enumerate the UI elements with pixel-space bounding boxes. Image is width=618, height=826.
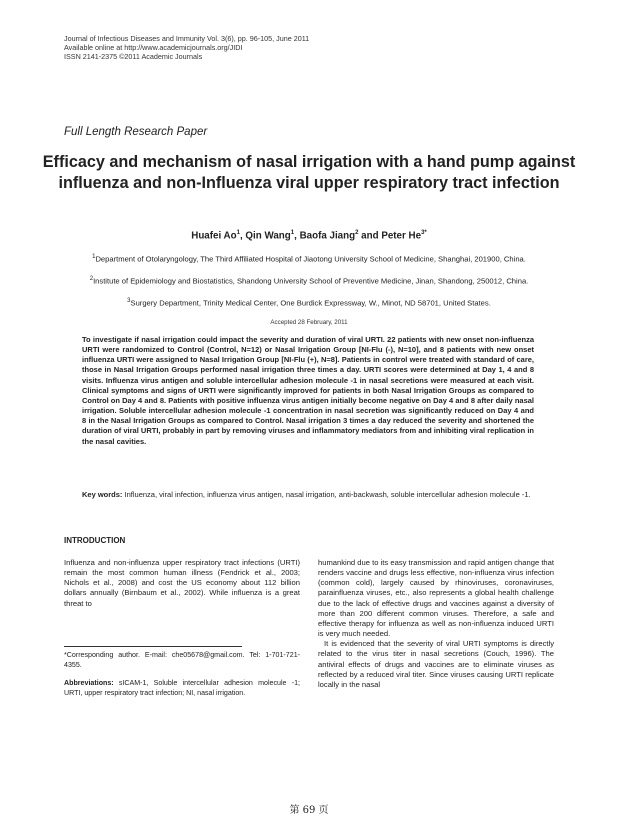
- author-separator: and: [358, 230, 382, 242]
- keywords-label: Key words:: [82, 490, 123, 499]
- abbreviations-text: sICAM-1, Soluble intercellular adhesion molecule -1; URTI, upper respiratory tract infection; NI, nasal irrigation.: [64, 679, 300, 697]
- affiliation-text: Institute of Epidemiology and Biostatistics, Shandong University School of Preventive Medicine, Jinan, Shandong, 250012, China.: [93, 276, 529, 286]
- intro-paragraph: humankind due to its easy transmission and rapid antigen change that renders vaccine and drugs less effective, non-influenza virus infection (common cold), largely caused by rhinoviruses, coronaviruses, parainfluenza viruses, etc., also represents a global health challenge due to the lack of effective drugs and vaccines against a diversity of more than 200 different common viruses. Therefore, a safe and effective therapy for influenza as well as non-influenza induced URTI is very much needed.: [318, 558, 554, 639]
- abbreviations-note: [64, 679, 300, 698]
- author-list: [0, 230, 618, 241]
- correspondence-note: *Corresponding author. E-mail: che05678@gmail.com. Tel: 1-701-721-4355.: [64, 651, 300, 669]
- journal-citation: Journal of Infectious Diseases and Immunity Vol. 3(6), pp. 96-105, June 2011: [64, 34, 310, 43]
- journal-issn: ISSN 2141-2375 ©2011 Academic Journals: [64, 52, 203, 61]
- author-name: Huafei Ao: [191, 230, 237, 242]
- affiliation-mark: 2: [89, 276, 94, 282]
- author-name: Baofa Jiang: [299, 230, 356, 242]
- author-name: Qin Wang: [245, 230, 291, 242]
- affiliation-text: Department of Otolaryngology, The Third Affiliated Hospital of Jiaotong University School of Medicine, Shanghai, 201900, China.: [95, 254, 526, 264]
- intro-paragraph: It is evidenced that the severity of viral URTI symptoms is directly related to the virus titer in nasal secretions (Couch, 1996). The antiviral effects of drugs and vaccines are to eliminate viruses as reflected by a reduced viral titer. Since viruses causing URTI replicate locally in the nasal: [318, 639, 554, 689]
- affiliation-2: [70, 275, 548, 286]
- paper-title: Efficacy and mechanism of nasal irrigation with a hand pump against influenza and non-Influenza viral upper respiratory tract infection: [42, 153, 576, 192]
- footnote-divider: [64, 646, 242, 647]
- intro-right-column: [318, 558, 554, 690]
- affiliation-text: Surgery Department, Trinity Medical Center, One Burdick Expressway, W., Minot, ND 58701, United States.: [130, 298, 491, 308]
- paper-type: Full Length Research Paper: [64, 126, 208, 138]
- affiliation-3: [70, 297, 548, 308]
- affiliation-mark: 3: [127, 298, 131, 304]
- author-affiliation-mark: 2: [355, 230, 359, 236]
- author-affiliation-mark: 1: [290, 230, 295, 236]
- section-heading-introduction: INTRODUCTION: [64, 536, 126, 545]
- page-number: 第 69 页: [289, 805, 329, 816]
- abbreviations-label: Abbreviations:: [64, 679, 114, 687]
- affiliation-mark: 1: [92, 254, 96, 260]
- abstract: To investigate if nasal irrigation could impact the severity and duration of viral URTI. 22 patients with new onset non-influenza URTI were randomized to Control (Control, N=12) or Nasal Irrigation Group [NI-Flu (-), N=10], and 8 patients with new onset influenza URTI were assigned to Nasal Irrigation Group [NI-Flu (+), N=8]. Patients in control were treated with standard of care, those in Nasal Irrigation Groups performed nasal irrigation three times a day. URTI scores were determined at Day 1, 4 and 8 visits. Influenza virus antigen and soluble intercellular adhesion molecule -1 in nasal secretions were measured at each visit. Clinical symptoms and signs of URTI were significantly improved for patients in both Nasal Irrigation Groups as compared to Control on Day 4 and 8. Patients with positive influenza virus antigen initially become negative on Day 4 and 8 after daily nasal irrigation. Soluble intercellular adhesion molecule -1 concentration in nasal secretion was significantly reduced on Day 4 and 8 in the Nasal Irrigation Groups as compared to Control. Nasal irrigation 3 times a day reduced the severity and shortened the duration of viral URTI, probably in part by removing viruses and inflammatory mediators from and inhibiting viral replication in the nasal cavities.: [82, 335, 534, 446]
- keywords-text: Influenza, viral infection, influenza virus antigen, nasal irrigation, anti-backwash, soluble intercellular adhesion molecule -1.: [122, 490, 531, 499]
- intro-left-column: Influenza and non-influenza upper respiratory tract infections (URTI) remain the most common human illness (Fendrick et al., 2003; Nichols et al., 2008) and cost the US economy about 112 billion dollars annually (Birnbaum et al., 2002). While influenza is a great threat to: [64, 558, 300, 608]
- author-affiliation-mark: 1: [236, 230, 240, 236]
- journal-url: Available online at http://www.academicjournals.org/JIDI: [64, 43, 243, 52]
- author-separator: ,: [294, 230, 300, 242]
- author-affiliation-mark: 3*: [421, 230, 427, 236]
- accepted-date: Accepted 28 February, 2011: [270, 319, 348, 326]
- author-name: Peter He: [381, 230, 422, 242]
- author-separator: ,: [239, 230, 246, 242]
- keywords: [82, 490, 534, 500]
- affiliation-1: [70, 253, 548, 264]
